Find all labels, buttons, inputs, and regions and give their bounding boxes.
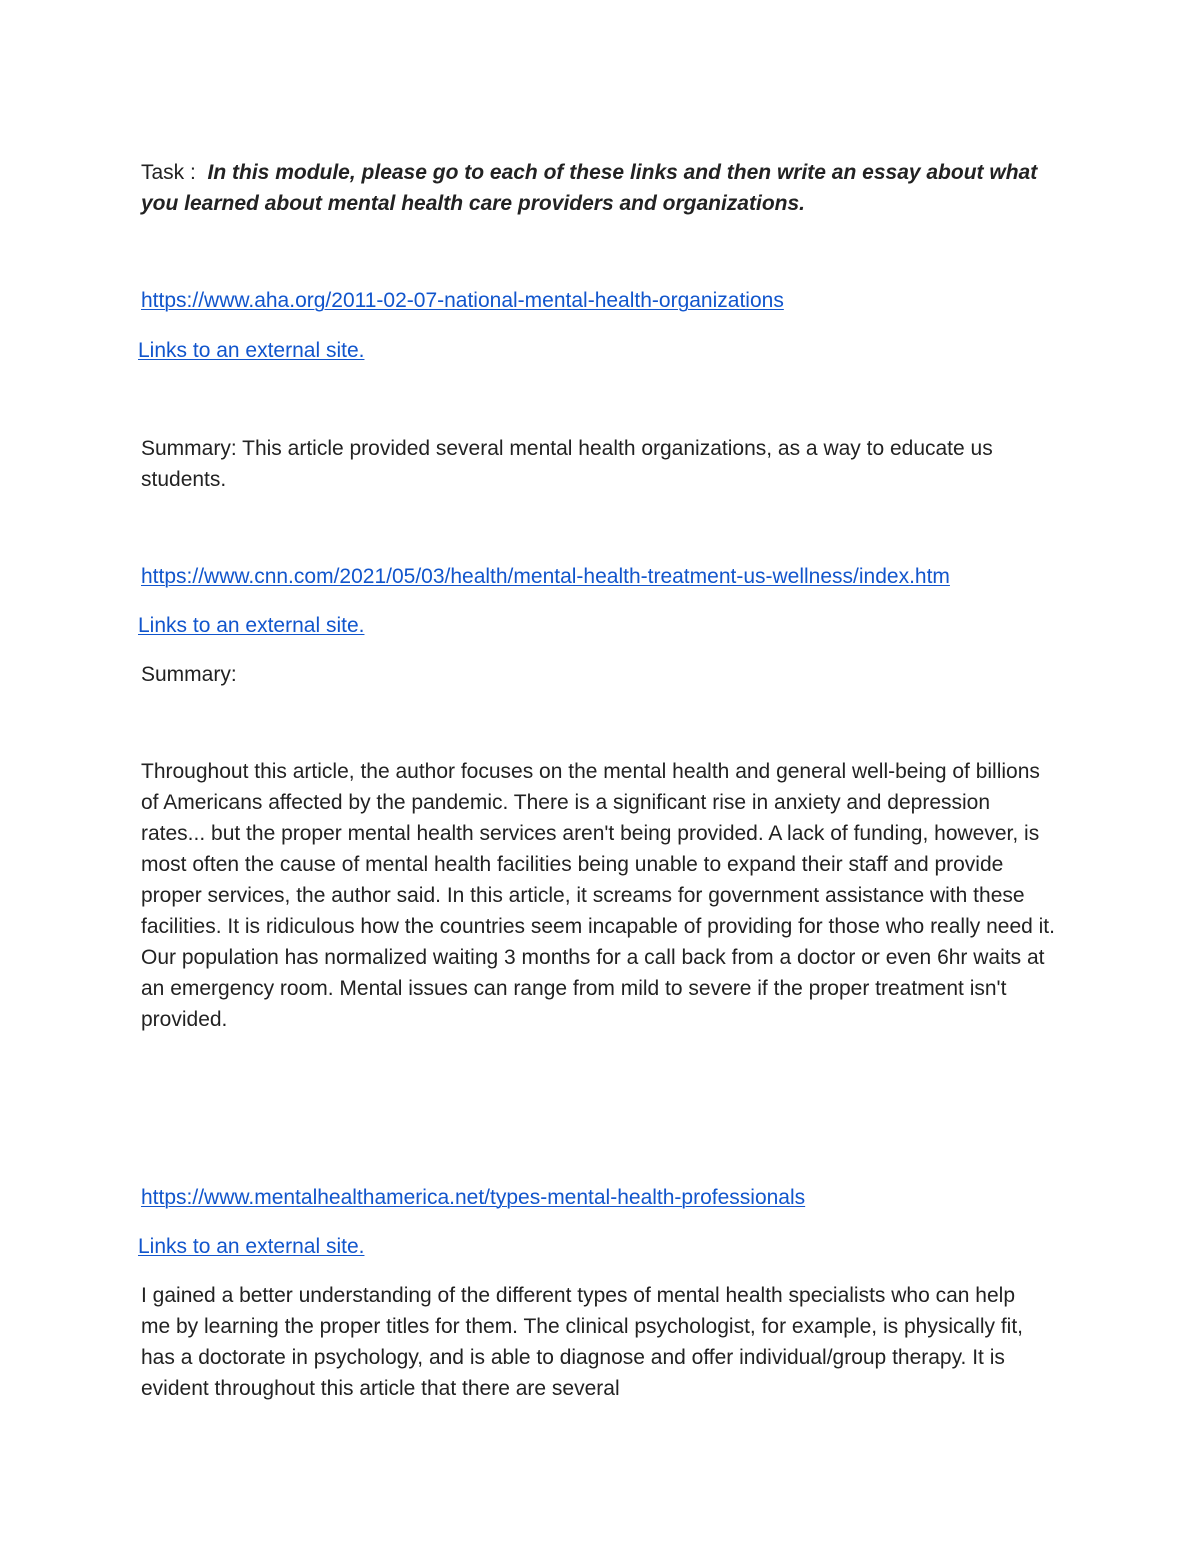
task-paragraph (141, 157, 1061, 219)
section-3-external-link[interactable]: Links to an external site. (138, 1235, 365, 1258)
section-1-external-line (138, 335, 364, 366)
section-3-summary: I gained a better understanding of the different types of mental health specialists who can help me by learning the proper titles for them. The clinical psychologist, for example, is physically fit, has a doctorate in psychology, and is able to diagnose and offer individual/group therapy. It is evident throughout this article that there are several (141, 1284, 1023, 1400)
section-2-summary: Throughout this article, the author focuses on the mental health and general well-being of billions of Americans affected by the pandemic. There is a significant rise in anxiety and depression rates... but the proper mental health services aren't being provided. A lack of funding, however, is most often the cause of mental health facilities being unable to expand their staff and provide proper services, the author said. In this article, it screams for government assistance with these facilities. It is ridiculous how the countries seem incapable of providing for those who really need it. Our population has normalized waiting 3 months for a call back from a doctor or even 6hr waits at an emergency room. Mental issues can range from mild to severe if the proper treatment isn't provided. (141, 760, 1055, 1031)
section-2-url-line (141, 561, 1061, 592)
section-3-url-line (141, 1182, 1061, 1213)
section-2-external-link[interactable]: Links to an external site. (138, 614, 365, 637)
section-2-url-link[interactable]: https://www.cnn.com/2021/05/03/health/mental-health-treatment-us-wellness/index.htm (141, 565, 950, 588)
section-2-summary-heading: Summary: (141, 663, 237, 686)
section-1-url-link[interactable]: https://www.aha.org/2011-02-07-national-mental-health-organizations (141, 289, 784, 312)
section-1-url-line (141, 285, 1061, 316)
task-label: Task : (141, 161, 196, 184)
task-text: In this module, please go to each of these links and then write an essay about what you learned about mental health care providers and organizations. (141, 161, 1038, 215)
section-2-external-line (138, 610, 364, 641)
section-3-external-line (138, 1231, 364, 1262)
section-1-external-link[interactable]: Links to an external site. (138, 339, 365, 362)
section-3-url-link[interactable]: https://www.mentalhealthamerica.net/types-mental-health-professionals (141, 1186, 806, 1209)
section-1-summary: Summary: This article provided several mental health organizations, as a way to educate us students. (141, 437, 993, 491)
